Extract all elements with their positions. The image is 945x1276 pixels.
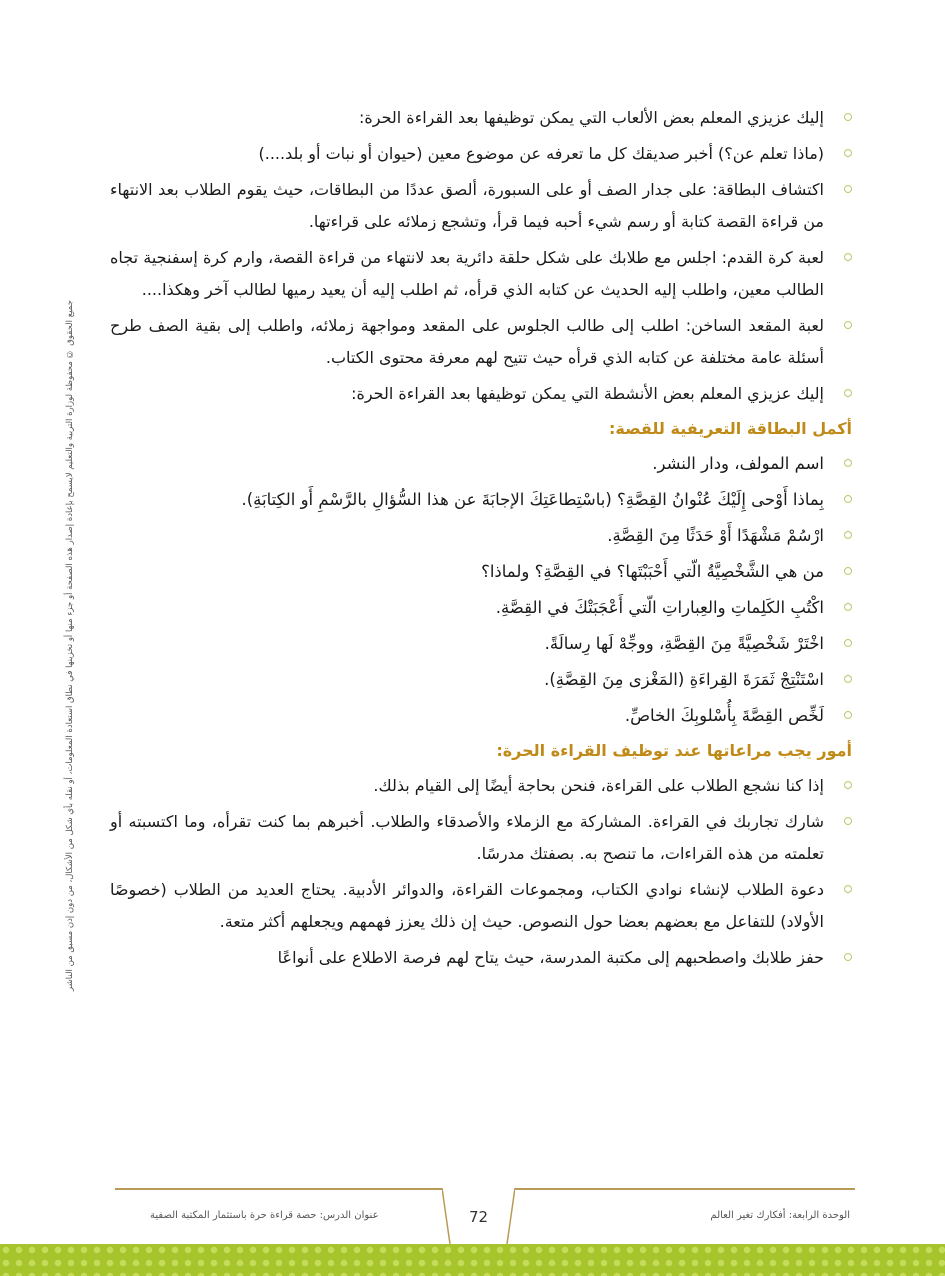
- bullet-circle-icon: [844, 711, 852, 719]
- list-item: لَخِّص القِصَّةَ بِأُسْلوبِكَ الخاصِّ.: [110, 700, 852, 732]
- page-content: [110, 102, 852, 978]
- list-item: اسم المولف، ودار النشر.: [110, 448, 852, 480]
- bullet-circle-icon: [844, 639, 852, 647]
- footer-unit-title: الوحدة الرابعة: أفكارك تغير العالم: [710, 1210, 850, 1221]
- list-item: (ماذا تعلم عن؟) أخبر صديقك كل ما تعرفه عن موضوع معين (حيوان أو نبات أو بلد....): [110, 138, 852, 170]
- bullet-circle-icon: [844, 817, 852, 825]
- list-item: بِماذا أَوْحى إِلَيْكَ عُنْوانُ القِصَّةِ؟ (باسْتِطاعَتِكَ الإجابَةَ عن هذا السُّؤالِ بالرَّسْمِ أَو الكِتابَةِ).: [110, 484, 852, 516]
- list-item: من هي الشَّخْصِيَّةُ الّتي أَحْبَبْتَها؟ في القِصَّةِ؟ ولماذا؟: [110, 556, 852, 588]
- bullet-circle-icon: [844, 531, 852, 539]
- bullet-circle-icon: [844, 321, 852, 329]
- bullet-circle-icon: [844, 675, 852, 683]
- list-item: شارك تجاربك في القراءة. المشاركة مع الزملاء والأصدقاء والطلاب. أخبرهم بما كنت تقرأه، وما اكتسبته أو تعلمته من هذه القراءات، ما تنصح به. بصفتك مدرسًا.: [110, 806, 852, 870]
- footer-lesson-title: عنوان الدرس: حصة قراءة حرة باستثمار المكتبة الصفية: [150, 1210, 379, 1221]
- bullet-circle-icon: [844, 389, 852, 397]
- section-heading-matters: أمور يجب مراعاتها عند توظيف القراءة الحرة:: [496, 741, 852, 760]
- decorative-bottom-band: [0, 1244, 945, 1276]
- bullet-circle-icon: [844, 953, 852, 961]
- list-item: إليك عزيزي المعلم بعض الألعاب التي يمكن توظيفها بعد القراءة الحرة:: [110, 102, 852, 134]
- bullet-circle-icon: [844, 495, 852, 503]
- bullet-circle-icon: [844, 781, 852, 789]
- bullet-circle-icon: [844, 253, 852, 261]
- list-item: حفز طلابك واصطحبهم إلى مكتبة المدرسة، حيث يتاح لهم فرصة الاطلاع على أنواعًا: [110, 942, 852, 974]
- list-item: ارْسُمْ مَشْهَدًا أَوْ حَدَثًا مِنَ القِصَّةِ.: [110, 520, 852, 552]
- list-item: اكْتُبِ الكَلِماتِ والعِباراتِ الّتي أَعْجَبَتْكَ في القِصَّةِ.: [110, 592, 852, 624]
- footer-rule-left: [115, 1188, 442, 1190]
- list-item: اخْتَرْ شَخْصِيَّةً مِنَ القِصَّةِ، ووجِّهْ لَها رِسالَةً.: [110, 628, 852, 660]
- bullet-circle-icon: [844, 459, 852, 467]
- bullet-circle-icon: [844, 603, 852, 611]
- bullet-circle-icon: [844, 567, 852, 575]
- list-item: دعوة الطلاب لإنشاء نوادي الكتاب، ومجموعات القراءة، والدوائر الأدبية. يحتاج العديد من الطلاب (خصوصًا الأولاد) للتفاعل مع بعضهم بعضا حول النصوص. حيث إن ذلك يعزز فهمهم ويجعلهم أكثر متعة.: [110, 874, 852, 938]
- list-item: إليك عزيزي المعلم بعض الأنشطة التي يمكن توظيفها بعد القراءة الحرة:: [110, 378, 852, 410]
- page-number: 72: [468, 1208, 489, 1226]
- section-heading-card: أكمل البطاقة التعريفية للقصة:: [609, 419, 852, 438]
- bullet-circle-icon: [844, 185, 852, 193]
- list-item: إذا كنا نشجع الطلاب على القراءة، فنحن بحاجة أيضًا إلى القيام بذلك.: [110, 770, 852, 802]
- bullet-circle-icon: [844, 113, 852, 121]
- bullet-circle-icon: [844, 149, 852, 157]
- footer-rule-right: [515, 1188, 855, 1190]
- list-item: اسْتَنْتِجْ ثَمَرَةَ القِراءَةِ (المَغْزى مِنَ القِصَّةِ).: [110, 664, 852, 696]
- copyright-note: جميع الحقوق © محفوظة لوزارة التربية والتعليم لايسمح بإعادة إصدار هذه الصفحة أو جزء منها أو تخزينها في نطاق استعادة المعلومات، أو نقله بأي شكل من الأشكال، من دون إذن مسبق من الناشر: [65, 300, 75, 991]
- list-item: لعبة المقعد الساخن: اطلب إلى طالب الجلوس على المقعد ومواجهة زملائه، واطلب إلى بقية الصف طرح أسئلة عامة مختلفة عن كتابه الذي قرأه حيث تتيح لهم معرفة محتوى الكتاب.: [110, 310, 852, 374]
- list-item: اكتشاف البطاقة: على جدار الصف أو على السبورة، ألصق عددًا من البطاقات، حيث يقوم الطلاب بعد الانتهاء من قراءة القصة كتابة أو رسم شيء أحبه فيما قرأ، وتشجع زملائه على قراءتها.: [110, 174, 852, 238]
- list-item: لعبة كرة القدم: اجلس مع طلابك على شكل حلقة دائرية بعد لانتهاء من قراءة القصة، وارم كرة إسفنجية تجاه الطالب معين، واطلب إليه الحديث عن كتابه الذي قرأه، ثم اطلب إليه أن يعيد رميها لطالب آخر وهكذا....: [110, 242, 852, 306]
- bullet-circle-icon: [844, 885, 852, 893]
